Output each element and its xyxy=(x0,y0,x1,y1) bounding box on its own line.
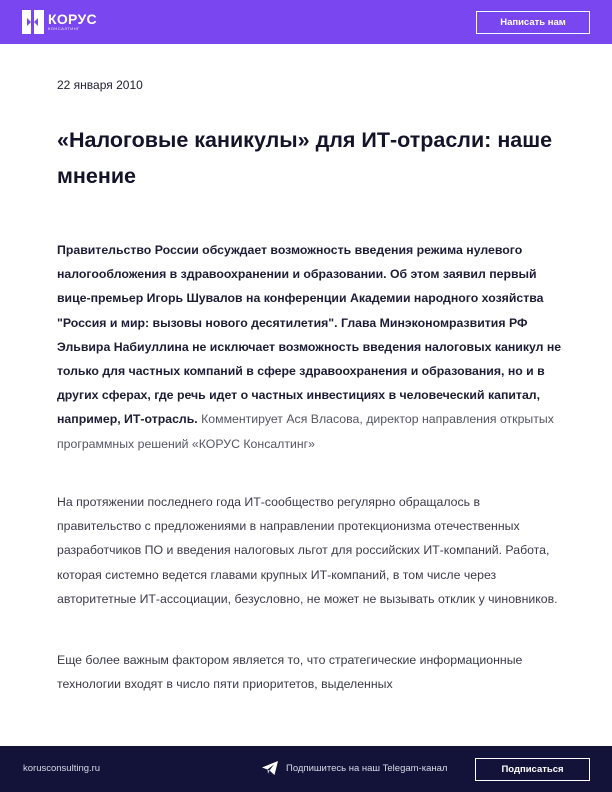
logo-name: КОРУС xyxy=(48,11,97,27)
article-paragraph: Еще более важным фактором является то, что стратегические информационные технологии входят в число пяти приоритетов, выделенных xyxy=(57,653,523,692)
article-paragraph: На протяжении последнего года ИТ-сообщество регулярно обращалось в правительство с предложениями в направлении протекционизма отечественных разработчиков ПО и введения налоговых льгот для российских ИТ-компаний. Работа, которая системно ведется главами крупных ИТ-компаний, в том числе через авторитетные ИТ-ассоциации, безусловно, не может не вызывать отклик у чиновников. xyxy=(57,495,558,606)
lead-comment: Комментирует Ася Власова, директор направления открытых программных решений «КОРУС Консалтинг» xyxy=(57,412,554,451)
subscribe-button[interactable]: Подписаться xyxy=(475,758,590,781)
article-date: 22 января 2010 xyxy=(57,78,143,92)
site-footer xyxy=(0,746,612,792)
logo-subtitle: КОНСАЛТИНГ xyxy=(48,26,80,31)
korus-logo[interactable] xyxy=(22,10,97,34)
site-header xyxy=(0,0,612,44)
footer-site-link[interactable]: korusconsulting.ru xyxy=(23,763,101,774)
article-lead xyxy=(57,238,567,456)
article-title: «Налоговые каникулы» для ИТ-отрасли: наше мнение xyxy=(57,128,553,188)
telegram-text: Подпишитесь на наш Telegam-канал xyxy=(286,762,448,774)
lead-bold-text: Правительство России обсуждает возможность введения режима нулевого налогообложения в здравоохранении и образовании. Об этом заявил первый вице-премьер Игорь Шувалов на конференции Академии народного хозяйства "Россия и мир: вызовы нового десятилетия". Глава Минэкономразвития РФ Эльвира Набиуллина не исключает возможность введения налоговых каникул не только для частных компаний в сфере здравоохранения и образования, но и в других сферах, где речь идет о частных инвестициях в человеческий капитал, например, ИТ-отрасль. xyxy=(57,243,562,427)
korus-logo-icon xyxy=(22,10,44,34)
contact-us-button[interactable]: Написать нам xyxy=(476,11,590,34)
telegram-icon xyxy=(262,761,278,775)
telegram-cta[interactable] xyxy=(262,761,447,775)
